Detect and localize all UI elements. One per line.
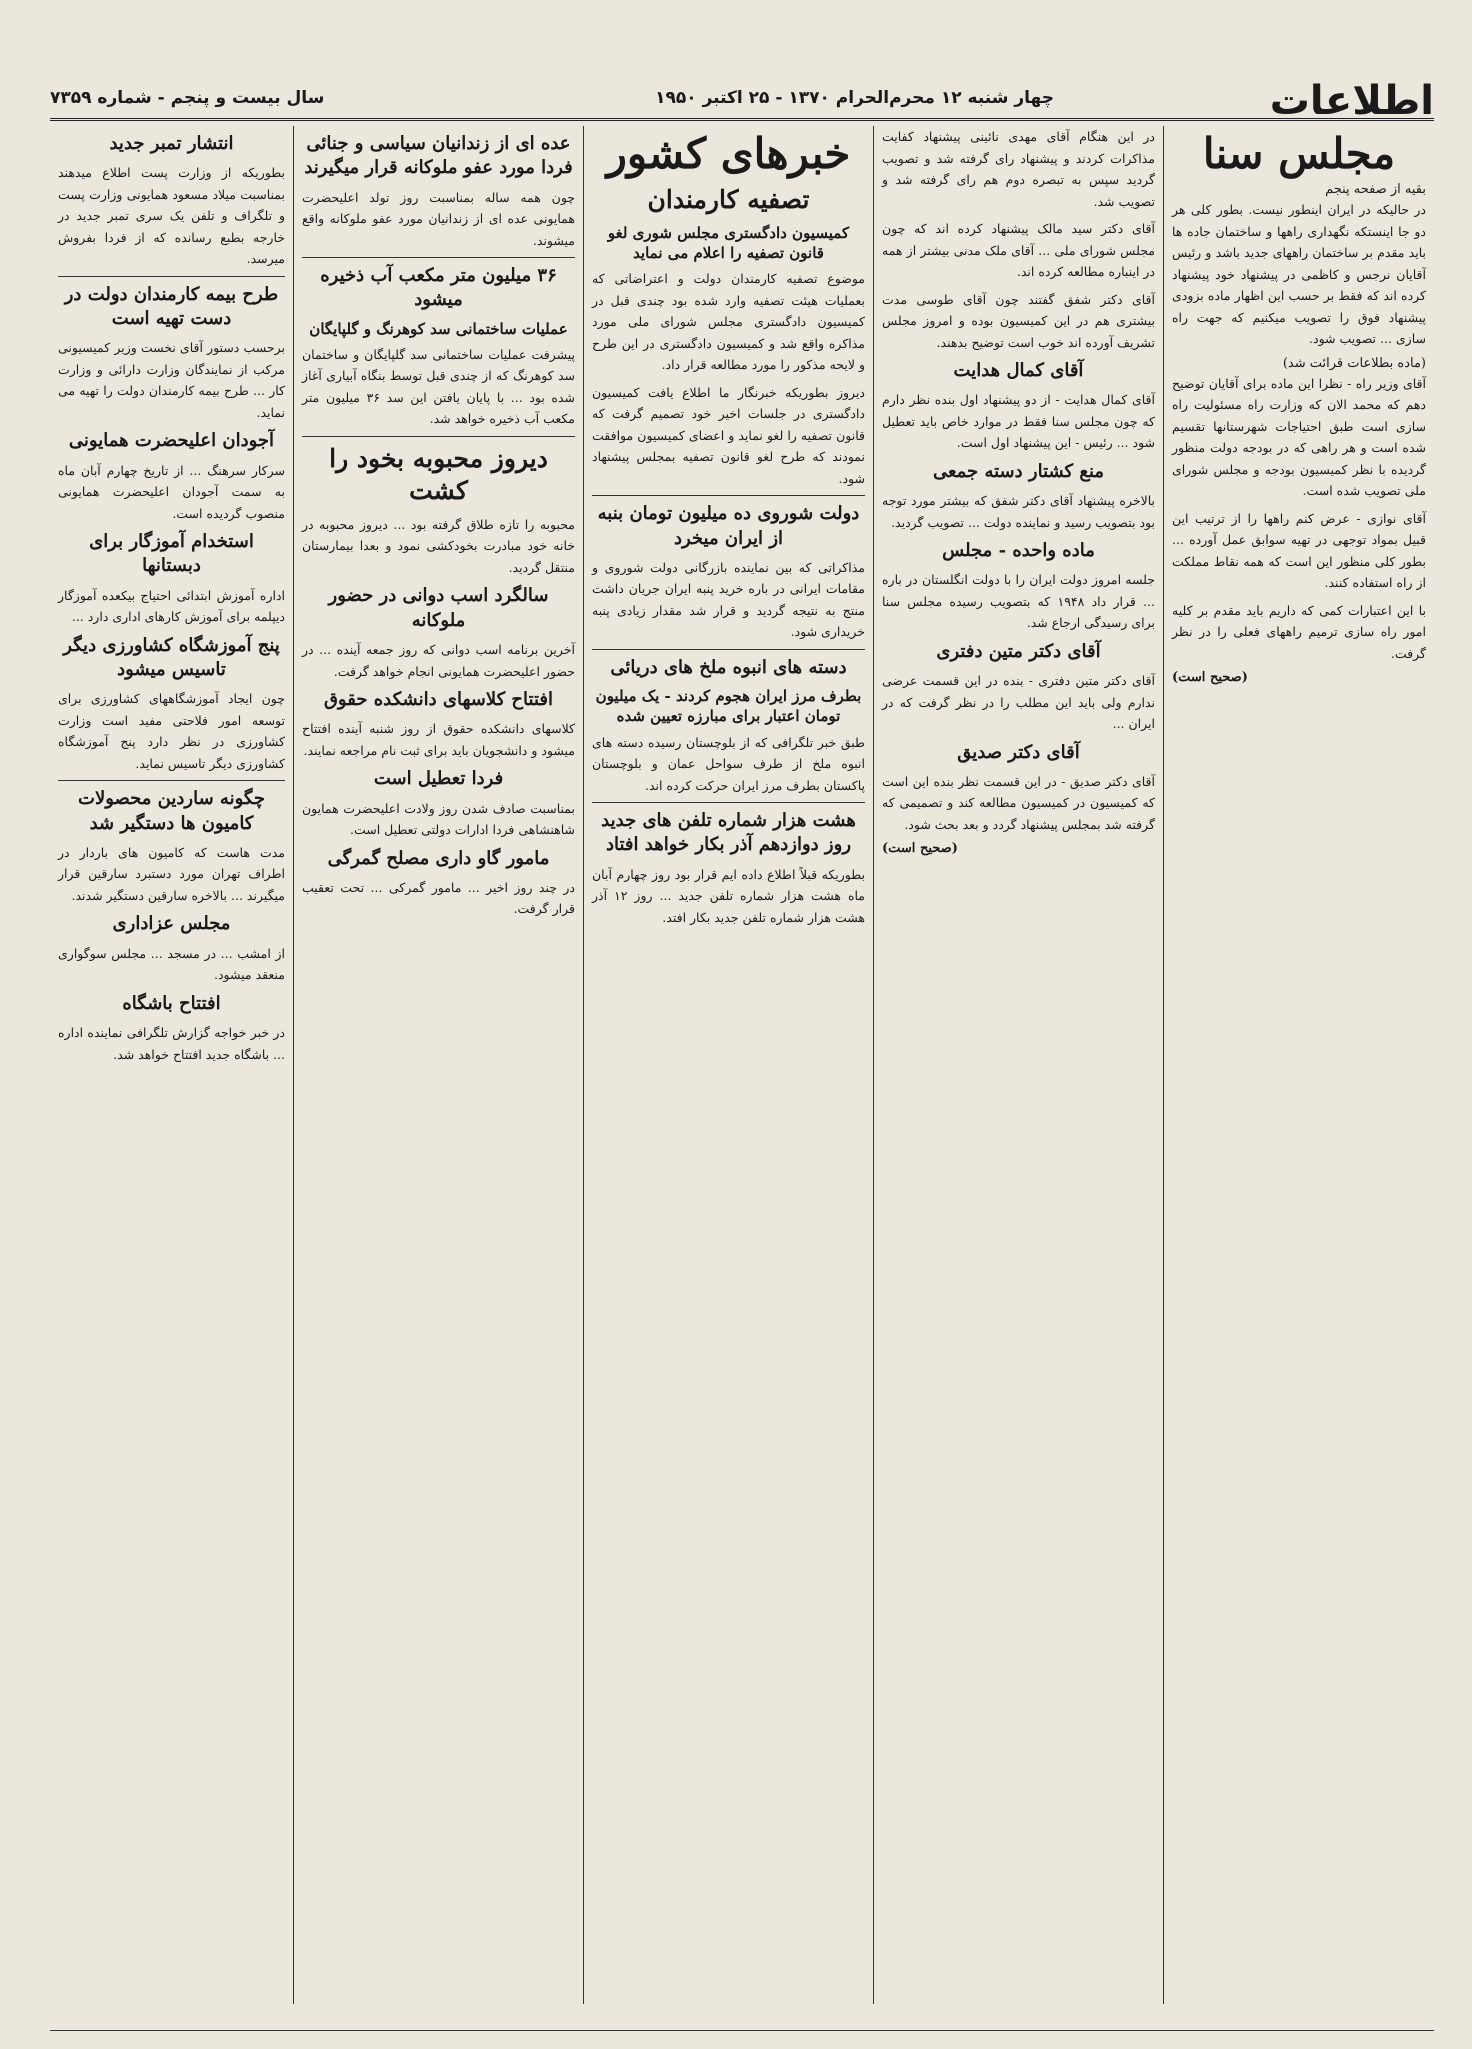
subheadline: کمیسیون دادگستری مجلس شوری لغو قانون تصفیه را اعلام می نماید xyxy=(607,223,850,263)
column-briefs xyxy=(50,126,293,2004)
headline-agri-schools: پنج آموزشگاه کشاورزی دیگر تاسیس میشود xyxy=(63,634,280,681)
headline-club: افتتاح باشگاه xyxy=(122,992,221,1014)
body-text: چون همه ساله بمناسبت روز تولد اعلیحضرت همایونی عده ای از زندانیان مورد عفو ملوکانه واقع میشوند. xyxy=(302,189,575,248)
headline-horse-race: سالگرد اسب دوانی در حضور ملوکانه xyxy=(328,585,549,631)
headline-country-news: خبرهای کشور xyxy=(606,129,851,178)
body-text: محبوبه را تازه طلاق گرفته بود ... دیروز محبوبه در خانه خود مبادرت بخودکشی نمود و بعدا بیمارستان منتقل گردید. xyxy=(302,516,575,575)
note: (ماده بطلاعات قرائت شد) xyxy=(1282,355,1426,371)
newspaper-logo: اطلاعات xyxy=(1269,78,1434,124)
body-text: کلاسهای دانشکده حقوق از روز شنبه آینده افتتاح میشود و دانشجویان باید برای ثبت نام مراجعه نمایند. xyxy=(302,721,575,758)
headline-mourning: مجلس عزاداری xyxy=(112,913,231,935)
body-text: چون ایجاد آموزشگاههای کشاورزی برای توسعه امور فلاحتی مفید است وزارت کشاورزی در نظر دارد پنج آموزشگاه کشاورزی دیگر تاسیس نماید. xyxy=(58,691,285,771)
body-text: در خبر خواجه گزارش تلگرافی نماینده اداره ... باشگاه جدید افتتاح خواهد شد. xyxy=(58,1025,285,1062)
headline-senate: مجلس سنا xyxy=(1202,129,1396,178)
body-text: آخرین برنامه اسب دوانی که روز جمعه آینده ... در حضور اعلیحضرت همایونی انجام خواهد گرفت. xyxy=(302,642,575,679)
body-text: آقای دکتر متین دفتری - بنده در این قسمت عرضی ندارم ولی باید این مطلب را در نظر گرفت که در ایران ... xyxy=(882,673,1155,732)
headline-insurance: طرح بیمه کارمندان دولت در دست تهیه است xyxy=(64,283,279,330)
headline-stamps: انتشار تمبر جدید xyxy=(109,133,234,154)
body-text: سرکار سرهنگ ... از تاریخ چهارم آبان ماه به سمت آجودان اعلیحضرت همایونی منصوب گردیده است. xyxy=(58,462,285,521)
body-text: جلسه امروز دولت ایران را با دولت انگلستان در باره ... قرار داد ۱۹۴۸ که بتصویب رسیده مجلس سنا برای رسیدگی ارجاع شد. xyxy=(882,572,1155,631)
subline: بقیه از صفحه پنجم xyxy=(1325,182,1426,198)
body-text: طبق خبر تلگرافی که از بلوچستان رسیده دسته های انبوه ملخ از طرف سواحل عمان و بلوچستان پاکستان بطرف مرز ایران حرکت کرده اند. xyxy=(592,734,865,793)
column-country-news xyxy=(584,126,873,2004)
body-text: در این هنگام آقای مهدی نائینی پیشنهاد کفایت مذاکرات کردند و پیشنهاد رای گرفته شد و تصویب گردید سپس به تبصره دوم هم رای گرفته شد و تصویب شد. xyxy=(882,129,1155,209)
body-text: آقای دکتر شفق گفتند چون آقای طوسی مدت بیشتری هم در این کمیسیون بوده و امروز مجلس تشریف آورده اند خوب است توضیح بدهند. xyxy=(882,291,1155,350)
divider xyxy=(58,780,285,781)
headline-dam: ۳۶ میلیون متر مکعب آب ذخیره میشود xyxy=(320,265,557,311)
headline-holiday: فردا تعطیل است xyxy=(373,768,504,790)
headline-amnesty: عده ای از زندانیان سیاسی و جنائی فردا مورد عفو ملوکانه قرار میگیرند xyxy=(304,133,573,179)
divider xyxy=(592,649,865,650)
body-text: بطوریکه قبلاً اطلاع داده ایم قرار بود روز چهارم آبان ماه هشت هزار شماره تلفن جدید ... روز ۱۲ آذر هشت هزار شماره تلفن جدید بکار افتد. xyxy=(592,866,865,925)
body-text: در چند روز اخیر ... مامور گمرکی ... تحت تعقیب قرار گرفت. xyxy=(302,879,575,917)
subheadline: بطرف مرز ایران هجوم کردند - یک میلیون تومان اعتبار برای مبارزه تعیین شده xyxy=(595,687,862,726)
body-text: بطوریکه از وزارت پست اطلاع میدهند بمناسبت میلاد مسعود همایونی وزارت پست و تلگراف و تلفن یک سری تمبر جدید در خارجه بطبع رسانده که از فردا بفروش میرسد. xyxy=(58,165,285,267)
divider xyxy=(592,802,865,803)
masthead xyxy=(50,78,1434,124)
body-text: بالاخره پیشنهاد آقای دکتر شفق که بیشتر مورد توجه بود بتصویب رسید و نماینده دولت ... تصویب گردید. xyxy=(882,493,1155,530)
body-text: برحسب دستور آقای نخست وزیر کمیسیونی مرکب از نمایندگان وزارت دارائی و وزارت کار ... طرح بیمه کارمندان دولت را تهیه می نماید. xyxy=(58,340,285,420)
body-text: پیشرفت عملیات ساختمانی سد گلپایگان و ساختمان سد کوهرنگ که از چندی قبل توسط بنگاه آبیاری آغاز شده بود ... با پایان یافتن این سد ۳۶ میلیون متر مکعب آب ذخیره خواهد شد. xyxy=(302,346,576,427)
headline-customs: مامور گاو داری مصلح گمرگی xyxy=(327,847,550,869)
headline-cotton: دولت شوروی ده میلیون تومان بنبه از ایران میخرد xyxy=(597,503,860,549)
headline-locusts: دسته های انبوه ملخ های دریائی xyxy=(610,656,847,678)
headline-teachers: استخدام آموزگار برای دبستانها xyxy=(89,531,254,577)
body-text: مدت هاست که کامیون های باردار در اطراف تهران مورد دستبرد سارقین قرار میگیرند ... بالاخره سارقین دستگیر شدند. xyxy=(58,844,285,903)
bottom-rule xyxy=(50,2030,1434,2031)
speaker-heading: آقای دکتر صدیق xyxy=(957,741,1080,763)
body-text: آقای وزیر راه - نظرا این ماده برای آقایان توضیح دهم که محمد الان که وزارت راه مسئولیت راه سازی است طبق احتیاجات شهرستانها تقسیم شده است و هر راهی که در بودجه دولت منظور گردیده با نظر کمیسیون بودجه و مجلس شورای ملی تصویب شده است. xyxy=(1172,375,1426,499)
column-senate xyxy=(1164,126,1434,2004)
body-text: موضوع تصفیه کارمندان دولت و اعتراضاتی که بعملیات هیئت تصفیه وارد شده بود چندی قبل در کمیسیون دادگستری مجلس شورای ملی مورد مذاکره واقع شد و کمیسیون دادگستری در این طرح و لایحه مذکور را مورد مطالعه قرار داد. xyxy=(592,271,865,373)
speaker-heading: آقای دکتر متین دفتری xyxy=(936,640,1101,662)
body-text: دیروز بطوریکه خبرنگار ما اطلاع یافت کمیسیون دادگستری در جلسات اخیر خود تصمیم گرفت که قانون تصفیه را لغو نماید و اعضای کمیسیون موافقت نمودند که طرح لغو قانون تصفیه بمجلس پیشنهاد شود. xyxy=(592,384,865,486)
headline-aide: آجودان اعلیحضرت همایونی xyxy=(68,430,275,452)
interjection: (صحیح است) xyxy=(882,841,958,857)
divider xyxy=(592,495,865,496)
divider xyxy=(302,436,575,437)
body-text: آقای دکتر صدیق - در این قسمت نظر بنده این است که کمیسیون در کمیسیون مطالعه کند و تصمیمی که گرفته شد بمجلس پیشنهاد گردد و بعد بحث شود. xyxy=(882,773,1155,832)
body-text: با این اعتبارات کمی که داریم باید مقدم بر کلیه امور راه سازی ترمیم راههای فعلی را در نظر گرفت. xyxy=(1172,602,1426,661)
body-text: در حالیکه در ایران اینطور نیست. بطور کلی هر دو جا اینستکه نگهداری راهها و ساختمان جاده ها باید مقدم بر ساختمان راههای جدید باشد و رئیس آقایان نرجس و کاظمی در پیشنهاد خود پیشنهاد کرده اند که فقط بر حسب این اظهار ماده بزودی پیشنهاد فوق را تصویب میکنیم که جهت راه سازی ... تصویب شود. xyxy=(1172,202,1426,347)
column-senate-continued xyxy=(874,126,1163,2004)
headline-telephones: هشت هزار شماره تلفن های جدید روز دوازدهم آذر بکار خواهد افتاد xyxy=(601,810,856,856)
body-text: مذاکراتی که بین نماینده بازرگانی دولت شوروی و مقامات ایرانی در باره خرید پنبه ایران جریان داشت منتج به نتیجه گردید و قرار شد مقدار زیادی پنبه خریداری شود. xyxy=(592,559,865,640)
body-text: اداره آموزش ابتدائی احتیاج بیکعده آموزگار دیپلمه برای آموزش کارهای اداری دارد ... xyxy=(58,587,285,625)
speaker-heading: آقای کمال هدایت xyxy=(953,360,1084,381)
column-domestic xyxy=(294,126,583,2004)
divider xyxy=(58,276,285,277)
interjection: (صحیح است) xyxy=(1172,670,1248,686)
subheadline: عملیات ساختمانی سد کوهرنگ و گلپایگان xyxy=(309,319,568,338)
body-text: آقای نوازی - عرض کنم راهها را از ترتیب این قبیل بمواد توجهی در تهیه سوابق عمل آورده ... بطور کلی منظور این است که همه نقاط مملکت از راه استفاده کنند. xyxy=(1172,510,1426,591)
body-text: از امشب ... در مسجد ... مجلس سوگواری منعقد میشود. xyxy=(58,945,285,983)
body-text: آقای دکتر سید مالک پیشنهاد کرده اند که چون مجلس شورای ملی ... آقای ملک مدنی بیشتر از همه در اینباره مطالعه کرده اند. xyxy=(882,221,1155,279)
date-line: چهار شنبه ۱۲ محرم‌الحرام ۱۳۷۰ - ۲۵ اکتبر ۱۹۵۰ xyxy=(655,88,1054,108)
headline-law-school: افتتاح کلاسهای دانشکده حقوق xyxy=(323,689,554,711)
section-heading: ماده واحده - مجلس xyxy=(942,540,1095,562)
headline-suicide: دیروز محبوبه بخود را کشت xyxy=(329,443,548,506)
section-heading: منع کشتار دسته جمعی xyxy=(932,460,1105,482)
headline-truck-thieves: چگونه ساردین محصولات کامیون ها دستگیر شد xyxy=(78,788,265,834)
body-text: بمناسبت صادف شدن روز ولادت اعلیحضرت همایون شاهنشاهی فردا ادارات دولتی تعطیل است. xyxy=(302,800,575,838)
divider xyxy=(302,257,575,258)
year-issue: سال بیست و پنجم - شماره ۷۳۵۹ xyxy=(50,88,325,108)
headline-employees: تصفیه کارمندان xyxy=(647,185,810,215)
body-text: آقای کمال هدایت - از دو پیشنهاد اول بنده نظر دارم که چون مجلس سنا فقط در موارد خاص باید تعطیل شود ... رئیس - این پیشنهاد اول است. xyxy=(882,392,1155,451)
